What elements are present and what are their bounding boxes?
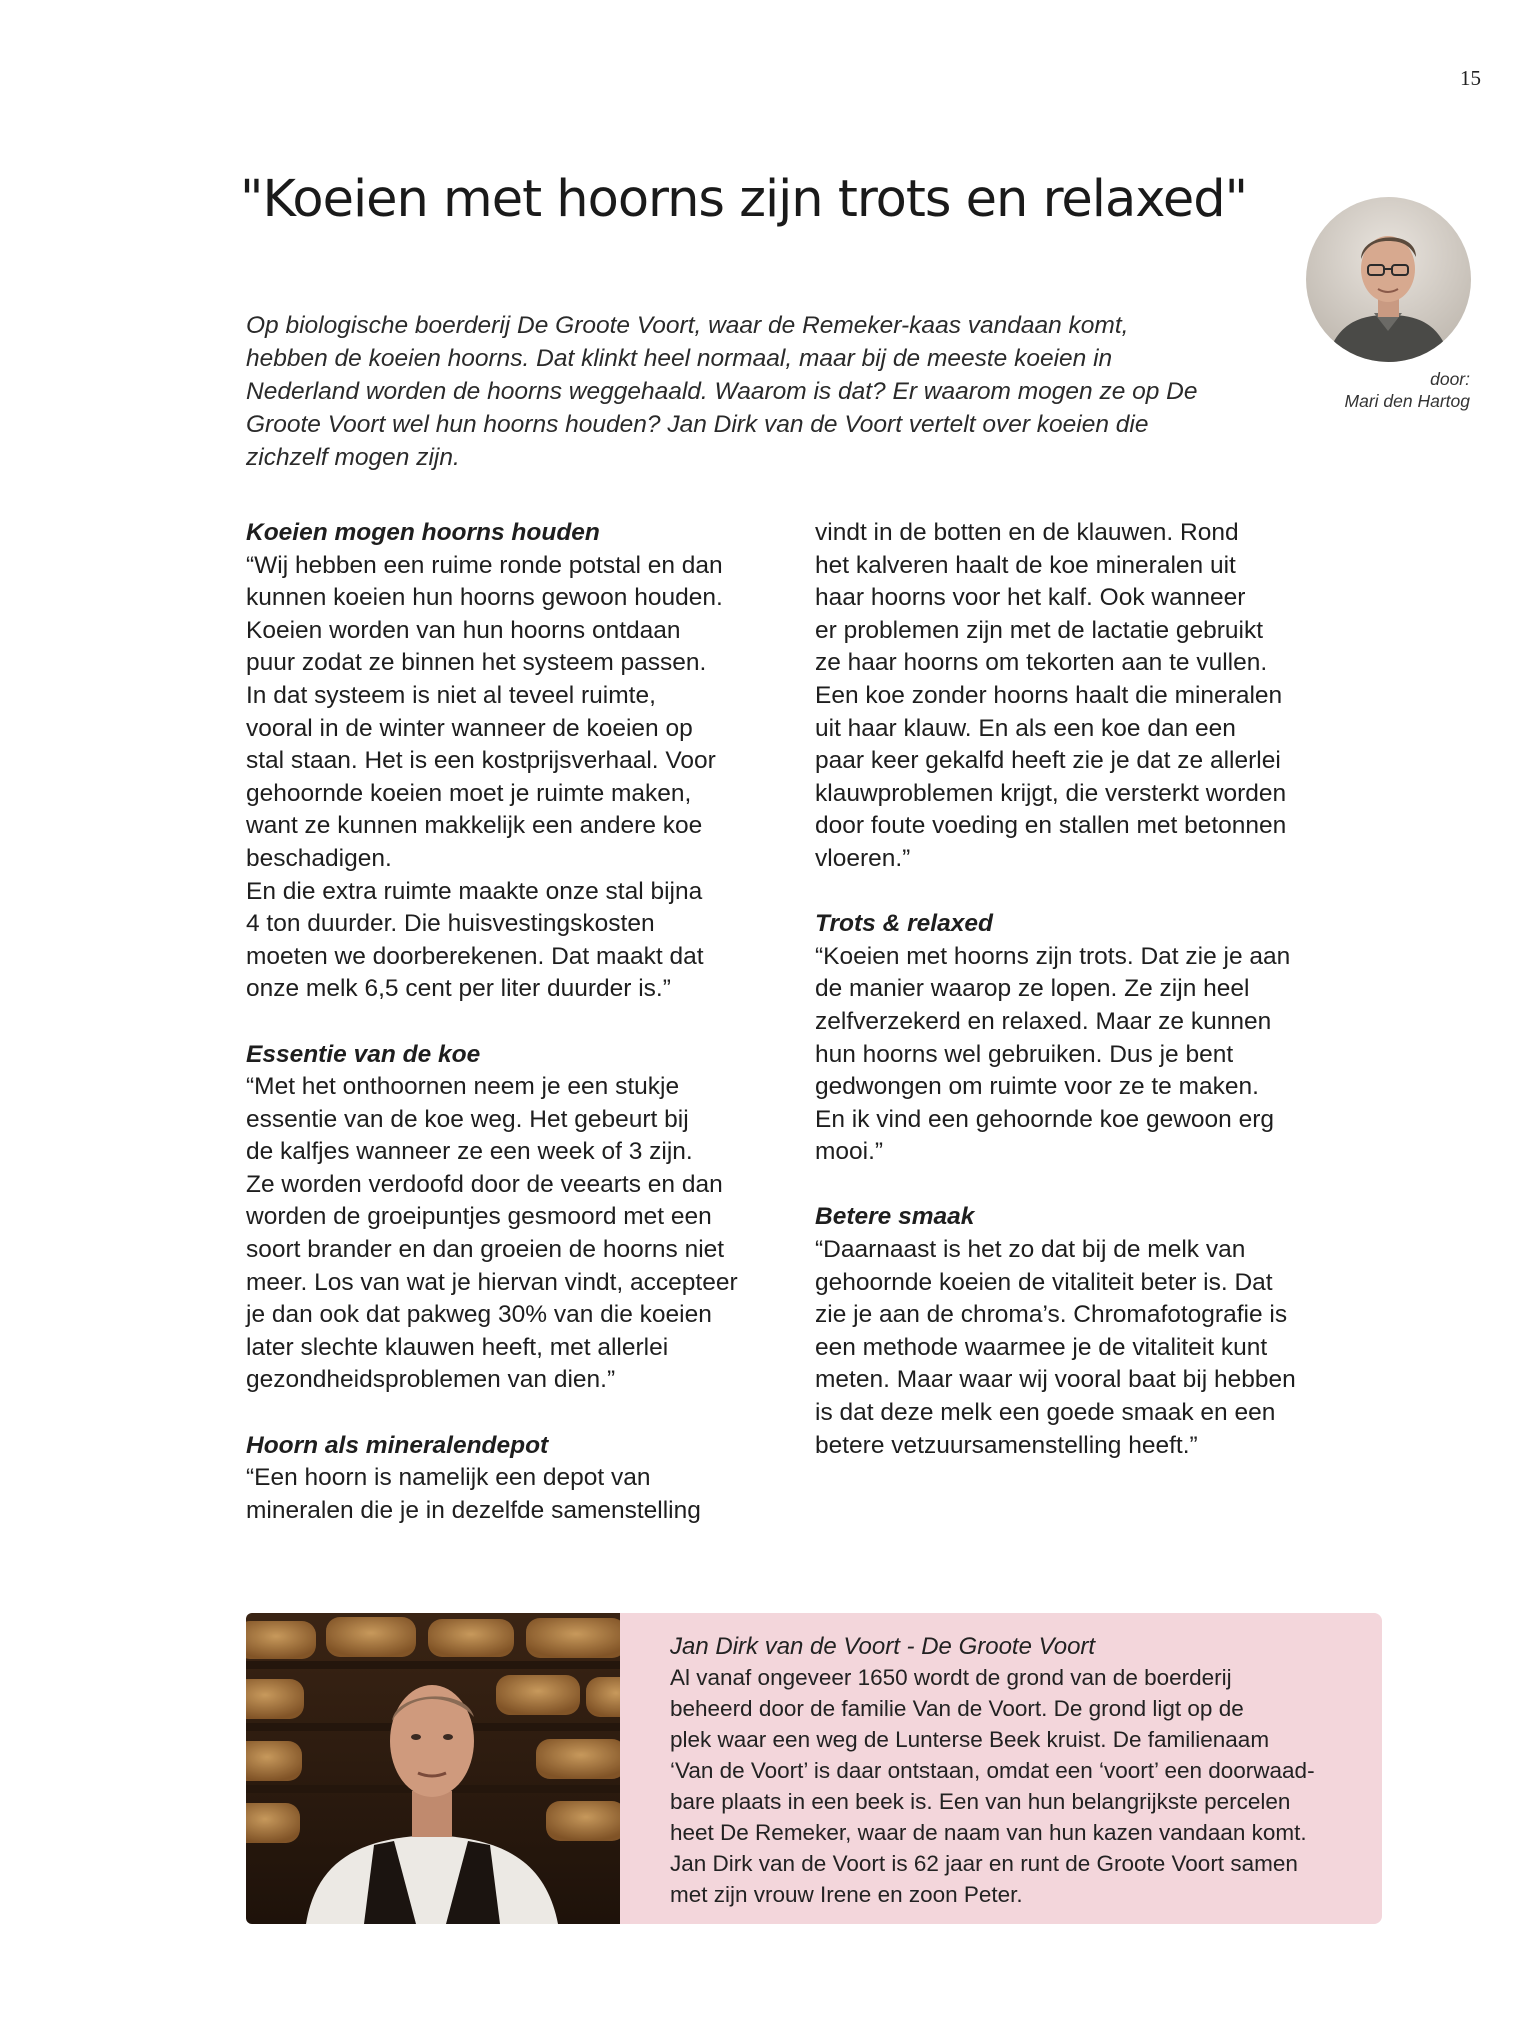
bio-box [620,1613,1382,1924]
bio-name: Jan Dirk van de Voort - De Groote Voort [670,1633,1096,1660]
section-body: “Wij hebben een ruime ronde potstal en dan kunnen koeien hun hoorns gewoon houden. Koeien worden van hun hoorns ontdaan puur zodat ze binnen het systeem passen. In dat systeem is niet al teveel ruimte, vooral in de winter wanneer de koeien op stal staan. Het is een kostprijsverhaal. Voor gehoornde koeien moet je ruimte maken, want ze kunnen makkelijk een andere koe beschadigen. En die extra ruimte maakte onze stal bijna 4 ton duurder. Die huisvestingskosten moeten we doorberekenen. Dat maakt dat onze melk 6,5 cent per liter duurder is.” [246,551,723,1003]
author-credit [1280,368,1470,412]
author-portrait [1306,197,1471,362]
page-number: 15 [1460,66,1481,90]
section-body: “Een hoorn is namelijk een depot van mineralen die je in dezelfde samenstelling [246,1464,701,1524]
section-heading: Betere smaak [815,1203,975,1231]
section-heading: Essentie van de koe [246,1040,481,1068]
farmer-photo [246,1613,620,1924]
section-body: vindt in de botten en de klauwen. Rond het kalveren haalt de koe mineralen uit haar hoorns voor het kalf. Ook wanneer er problemen zijn met de lactatie gebruikt ze haar hoorns om tekorten aan te vullen. Een koe zonder hoorns haalt die mineralen uit haar klauw. En als een koe dan een paar keer gekalfd heeft zie je dat ze allerlei klauwproblemen krijgt, die versterkt worden door foute voeding en stallen met betonnen vloeren.” [815,519,1287,872]
section-heading: Koeien mogen hoorns houden [246,519,600,546]
bio-text: Al vanaf ongeveer 1650 wordt de grond van de boerderij beheerd door de familie Van de Voort. De grond ligt op de plek waar een weg de Lunterse Beek kruist. De familienaam ‘Van de Voort’ is daar ontstaan, omdat een ‘voort’ een doorwaad- bare plaats in een beek is. Een van hun belangrijkste percelen heet De Remeker, waar de naam van hun kazen vandaan komt. Jan Dirk van de Voort is 62 jaar en runt de Groote Voort samen met zijn vrouw Irene en zoon Peter. [670,1665,1315,1907]
author-name: Mari den Hartog [1344,391,1470,411]
left-column [246,517,806,1527]
article-lead: Op biologische boerderij De Groote Voort, waar de Remeker-kaas vandaan komt, hebben de koeien hoorns. Dat klinkt heel normaal, maar bij de meeste koeien in Nederland worden de hoorns weggehaald. Waarom is dat? Er waarom mogen ze op De Groote Voort wel hun hoorns houden? Jan Dirk van de Voort vertelt over koeien die zichzelf mogen zijn. [246,312,1198,471]
section-body: “Met het onthoornen neem je een stukje essentie van de koe weg. Het gebeurt bij de kalfjes wanneer ze een week of 3 zijn. Ze worden verdoofd door de veearts en dan worden de groeipuntjes gesmoord met een soort brander en dan groeien de hoorns niet meer. Los van wat je hiervan vindt, accepteer je dan ook dat pakweg 30% van die koeien later slechte klauwen heeft, met allerlei gezondheidsproblemen van dien.” [246,1073,738,1394]
article-title: "Koeien met hoorns zijn trots en relaxed" [240,170,1248,229]
section-heading: Trots & relaxed [815,910,993,938]
section-body: “Koeien met hoorns zijn trots. Dat zie je aan de manier waarop ze lopen. Ze zijn heel zelfverzekerd en relaxed. Maar ze kunnen hun hoorns wel gebruiken. Dus je bent gedwongen om ruimte voor ze te maken. En ik vind een gehoornde koe gewoon erg mooi.” [815,942,1291,1166]
author-label: door: [1430,369,1470,389]
section-body: “Daarnaast is het zo dat bij de melk van gehoornde koeien de vitaliteit beter is. Dat zie je aan de chroma’s. Chromafotografie is een methode waarmee je de vitaliteit kunt meten. Maar waar wij vooral baat bij hebben is dat deze melk een goede smaak en een betere vetzuursamenstelling heeft.” [815,1236,1296,1459]
section-heading: Hoorn als mineralendepot [246,1431,549,1459]
right-column [815,517,1375,1462]
